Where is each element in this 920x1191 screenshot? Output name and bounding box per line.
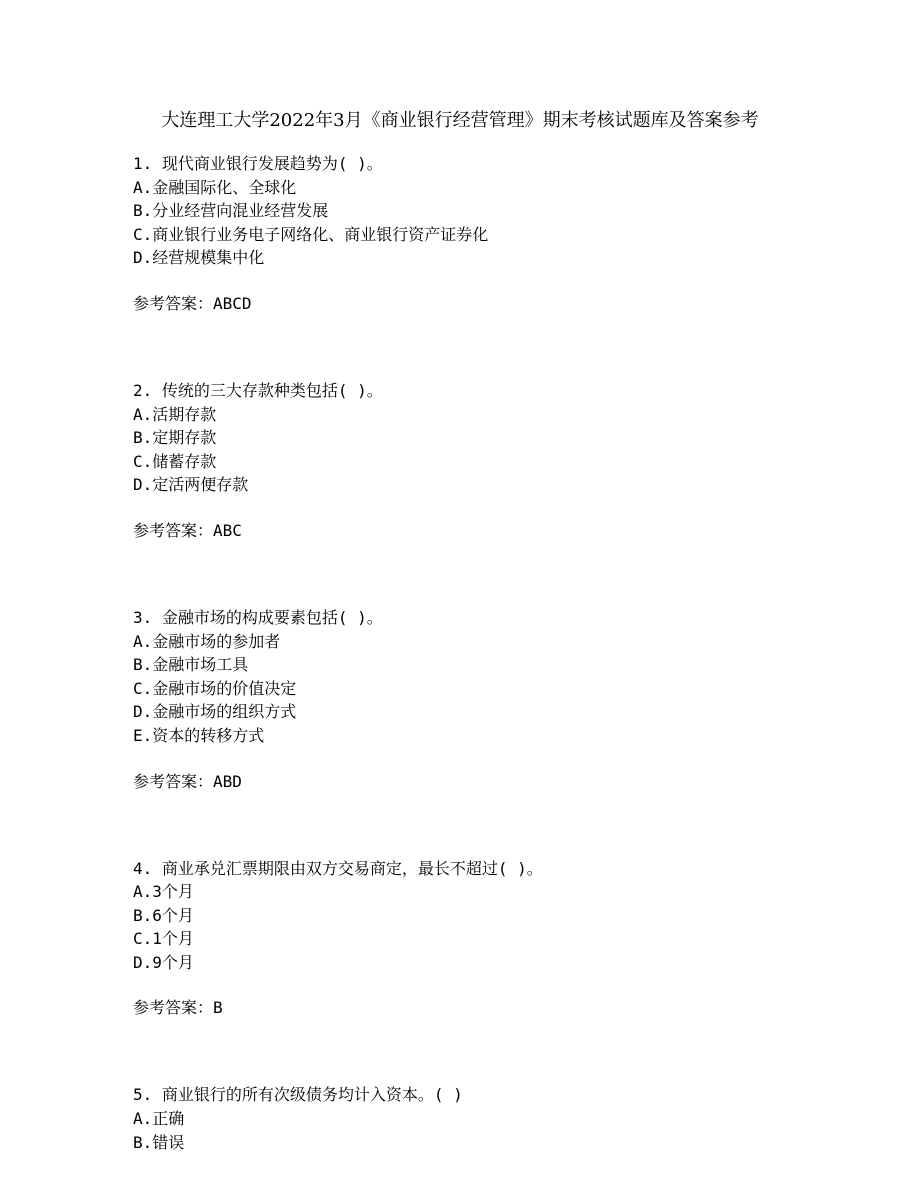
option-b: B.6个月 bbox=[133, 905, 194, 925]
question-gap bbox=[133, 316, 893, 379]
answer-value: B bbox=[213, 998, 223, 1018]
question-stem: 4. 商业承兑汇票期限由双方交易商定，最长不超过( )。 bbox=[133, 858, 543, 878]
question-stem: 3. 金融市场的构成要素包括( )。 bbox=[133, 607, 383, 627]
answer-line bbox=[133, 770, 893, 794]
question-stem: 5. 商业银行的所有次级债务均计入资本。( ) bbox=[133, 1085, 463, 1105]
question-1 bbox=[133, 152, 893, 316]
option-c: C.商业银行业务电子网络化、商业银行资产证券化 bbox=[133, 224, 489, 244]
answer-label: 参考答案： bbox=[133, 998, 214, 1018]
option-a: A.金融国际化、全球化 bbox=[133, 177, 297, 197]
option-d: D.9个月 bbox=[133, 952, 194, 972]
option-c: C.1个月 bbox=[133, 929, 194, 949]
answer-line bbox=[133, 519, 893, 543]
answer-label: 参考答案： bbox=[133, 520, 214, 540]
option-a: A.活期存款 bbox=[133, 404, 217, 424]
option-b: B.错误 bbox=[133, 1132, 185, 1152]
option-d: D.经营规模集中化 bbox=[133, 248, 265, 268]
question-gap bbox=[133, 794, 893, 857]
document-title: 大连理工大学2022年3月《商业银行经营管理》期末考核试题库及答案参考 bbox=[161, 110, 759, 131]
option-c: C.储蓄存款 bbox=[133, 451, 217, 471]
option-e: E.资本的转移方式 bbox=[133, 725, 265, 745]
question-gap bbox=[133, 1020, 893, 1083]
option-c: C.金融市场的价值决定 bbox=[133, 678, 297, 698]
answer-line bbox=[133, 292, 893, 316]
answer-line bbox=[133, 996, 893, 1020]
question-4 bbox=[133, 857, 893, 1021]
option-a: A.金融市场的参加者 bbox=[133, 631, 281, 651]
answer-value: ABCD bbox=[213, 293, 252, 313]
question-stem: 2. 传统的三大存款种类包括( )。 bbox=[133, 380, 383, 400]
question-stem: 1. 现代商业银行发展趋势为( )。 bbox=[133, 154, 383, 173]
option-b: B.定期存款 bbox=[133, 428, 217, 448]
question-5 bbox=[133, 1083, 893, 1154]
question-gap bbox=[133, 543, 893, 606]
option-d: D.金融市场的组织方式 bbox=[133, 702, 297, 722]
answer-value: ABD bbox=[213, 771, 242, 791]
option-b: B.分业经营向混业经营发展 bbox=[133, 201, 329, 221]
answer-label: 参考答案： bbox=[133, 771, 214, 791]
question-3 bbox=[133, 606, 893, 794]
question-2 bbox=[133, 379, 893, 543]
option-a: A.正确 bbox=[133, 1109, 185, 1129]
question-list bbox=[133, 152, 893, 1154]
option-b: B.金融市场工具 bbox=[133, 655, 249, 675]
answer-value: ABC bbox=[213, 520, 242, 540]
answer-label: 参考答案： bbox=[133, 293, 214, 313]
option-a: A.3个月 bbox=[133, 882, 194, 902]
option-d: D.定活两便存款 bbox=[133, 475, 249, 495]
